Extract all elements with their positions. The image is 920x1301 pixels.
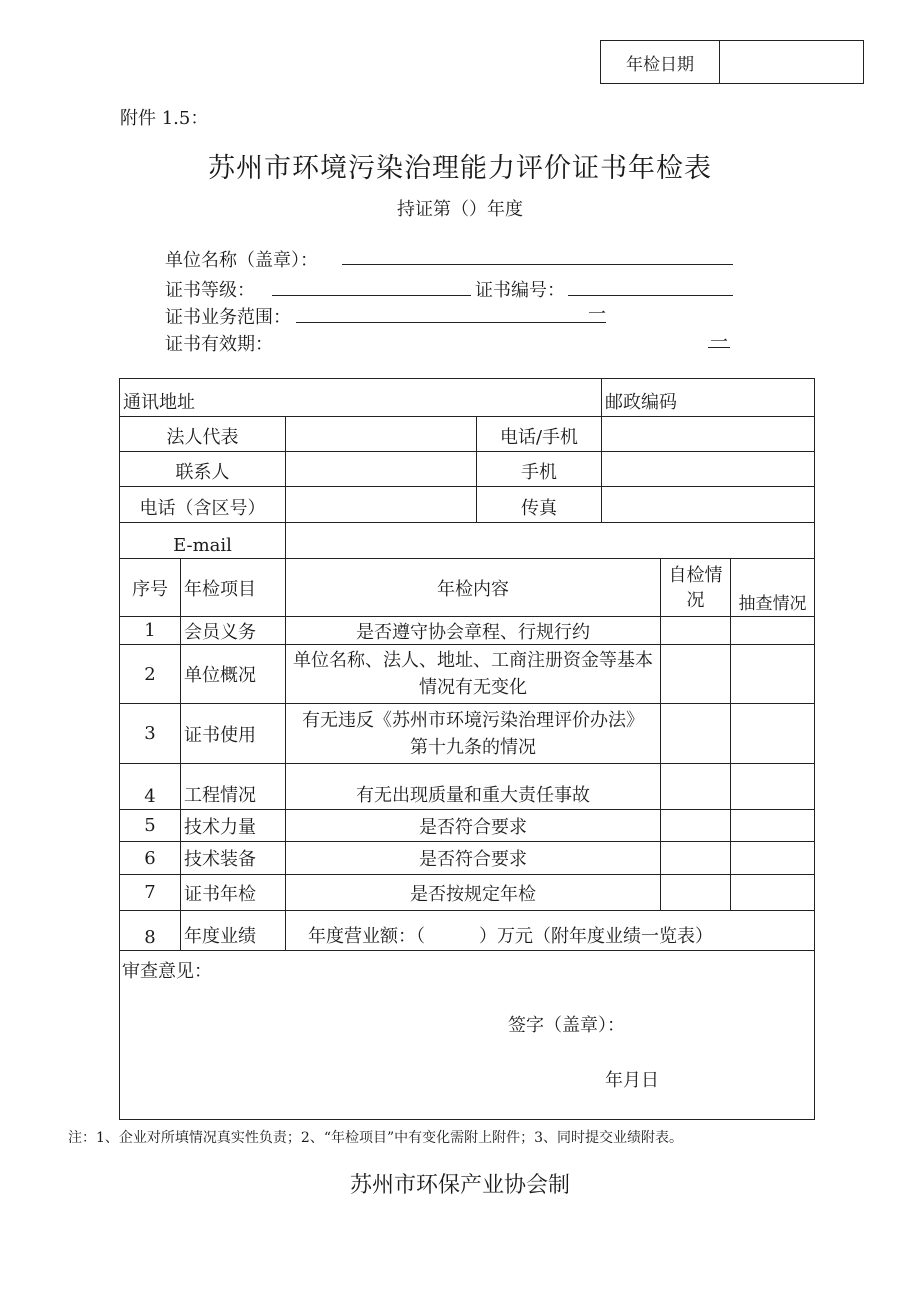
row-content: 单位名称、法人、地址、工商注册资金等基本情况有无变化: [286, 645, 661, 704]
inspection-date-box: [600, 40, 864, 84]
unit-name-field[interactable]: [342, 264, 733, 265]
table-row: [120, 911, 815, 951]
col-header-spot-check: 抽查情况: [731, 559, 815, 617]
row-self-check[interactable]: [661, 875, 731, 911]
cert-level-field[interactable]: [272, 295, 471, 296]
table-row: [120, 645, 815, 704]
row-self-check[interactable]: [661, 764, 731, 810]
legal-rep-field[interactable]: [286, 417, 477, 452]
phone-area-label: 电话（含区号）: [120, 487, 286, 523]
review-row: [120, 951, 815, 1120]
row-content: 年度营业额：（ ）万元（附年度业绩一览表）: [286, 911, 815, 951]
row-item: 技术装备: [181, 842, 286, 875]
row-self-check[interactable]: [661, 645, 731, 704]
fax-field[interactable]: [602, 487, 815, 523]
row-no: 7: [120, 875, 181, 911]
legal-rep-row: [120, 417, 815, 452]
row-self-check[interactable]: [661, 810, 731, 842]
review-date-label: 年月日: [605, 1070, 659, 1091]
col-header-no: 序号: [120, 559, 181, 617]
email-row: [120, 523, 815, 559]
row-no: 2: [120, 645, 181, 704]
page-title: 苏州市环境污染治理能力评价证书年检表: [208, 153, 712, 184]
row-spot-check[interactable]: [731, 810, 815, 842]
issuer-footer: 苏州市环保产业协会制: [349, 1173, 570, 1198]
cert-number-label: 证书编号：: [475, 280, 565, 301]
row-item: 证书年检: [181, 875, 286, 911]
row-no: 6: [120, 842, 181, 875]
row-spot-check[interactable]: [731, 842, 815, 875]
fax-label: 传真: [477, 487, 602, 523]
table-row: [120, 617, 815, 645]
row-no: 5: [120, 810, 181, 842]
unit-name-label: 单位名称（盖章）：: [165, 250, 318, 271]
row-item: 证书使用: [181, 704, 286, 764]
phone-area-field[interactable]: [286, 487, 477, 523]
cert-number-field[interactable]: [568, 295, 733, 296]
table-row: [120, 875, 815, 911]
contact-person-field[interactable]: [286, 452, 477, 487]
cert-validity-field[interactable]: [708, 347, 730, 348]
row-content: 有无出现质量和重大责任事故: [286, 764, 661, 810]
row-content: 有无违反《苏州市环境污染治理评价办法》第十九条的情况: [286, 704, 661, 764]
row-spot-check[interactable]: [731, 704, 815, 764]
address-label: 通讯地址: [120, 379, 602, 417]
inspection-date-field[interactable]: [720, 41, 863, 83]
col-header-item: 年检项目: [181, 559, 286, 617]
row-no: 4: [120, 764, 181, 810]
row-no: 1: [120, 617, 181, 645]
cert-validity-dash: 一: [710, 332, 728, 353]
row-item: 工程情况: [181, 764, 286, 810]
row-item: 年度业绩: [181, 911, 286, 951]
table-row: [120, 810, 815, 842]
row-self-check[interactable]: [661, 842, 731, 875]
review-sign-label: 签字（盖章）：: [508, 1015, 625, 1036]
cert-scope-label: 证书业务范围：: [165, 307, 291, 328]
cert-level-label: 证书等级：: [165, 280, 255, 301]
attachment-number: 附件 1.5：: [120, 108, 209, 129]
address-row: [120, 379, 815, 417]
phone-fax-row: [120, 487, 815, 523]
mobile-field[interactable]: [602, 452, 815, 487]
row-no: 8: [120, 911, 181, 951]
inspection-date-label: 年检日期: [601, 41, 720, 83]
legal-rep-label: 法人代表: [120, 417, 286, 452]
row-content: 是否符合要求: [286, 842, 661, 875]
email-field[interactable]: [286, 523, 815, 559]
row-spot-check[interactable]: [731, 764, 815, 810]
table-row: [120, 842, 815, 875]
col-header-self-check: 自检情况: [661, 559, 731, 617]
cert-scope-field[interactable]: [296, 322, 606, 323]
cert-scope-dash: 一: [588, 304, 606, 325]
row-spot-check[interactable]: [731, 617, 815, 645]
contact-person-row: [120, 452, 815, 487]
row-item: 单位概况: [181, 645, 286, 704]
row-self-check[interactable]: [661, 704, 731, 764]
table-row: [120, 764, 815, 810]
row-spot-check[interactable]: [731, 875, 815, 911]
inspection-table: [119, 378, 815, 1120]
column-header-row: [120, 559, 815, 617]
postcode-label: 邮政编码: [602, 379, 815, 417]
review-label: 审查意见：: [122, 961, 212, 982]
mobile-label: 手机: [477, 452, 602, 487]
contact-person-label: 联系人: [120, 452, 286, 487]
footnote: 注：1、企业对所填情况真实性负责；2、“年检项目”中有变化需附上附件；3、同时提交业绩附表。: [68, 1130, 684, 1146]
row-no: 3: [120, 704, 181, 764]
row-spot-check[interactable]: [731, 645, 815, 704]
page-subtitle: 持证第（）年度: [397, 199, 523, 220]
row-content: 是否遵守协会章程、行规行约: [286, 617, 661, 645]
row-item: 会员义务: [181, 617, 286, 645]
row-item: 技术力量: [181, 810, 286, 842]
email-label: E-mail: [120, 523, 286, 559]
phone-mobile-label: 电话/手机: [477, 417, 602, 452]
table-row: [120, 704, 815, 764]
cert-validity-label: 证书有效期：: [165, 334, 273, 355]
review-field[interactable]: [120, 951, 815, 1120]
row-content: 是否按规定年检: [286, 875, 661, 911]
row-content: 是否符合要求: [286, 810, 661, 842]
row-self-check[interactable]: [661, 617, 731, 645]
phone-mobile-field[interactable]: [602, 417, 815, 452]
col-header-content: 年检内容: [286, 559, 661, 617]
